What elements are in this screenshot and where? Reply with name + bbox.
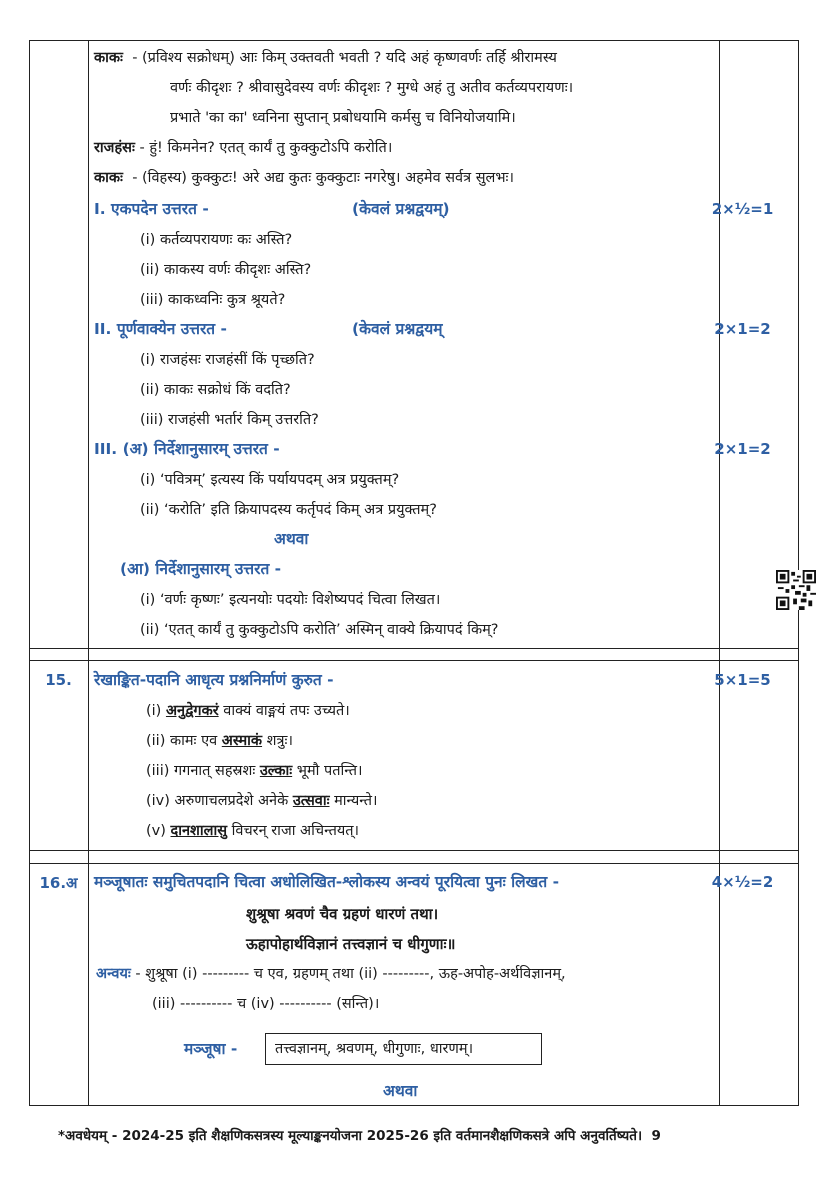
underlined-word: दानशालासु [170, 823, 228, 839]
dialogue-text: - (विहस्य) कुक्कुटः! अरे अद्य कुतः कुक्कुटाः नगरेषु। अहमेव सर्वत्र सुलभः। [132, 170, 514, 186]
anvaya-label: अन्वयः [96, 966, 131, 982]
question-item: (i) ‘पवित्रम्’ इत्यस्य किं पर्यायपदम् अत्र प्रयुक्तम्? [140, 472, 400, 488]
section-2-note: (केवलं प्रश्नद्वयम् [352, 320, 443, 338]
passage-rajahamsa [94, 138, 392, 158]
section-2-heading: II. पूर्णवाक्येन उत्तरत - [94, 320, 227, 338]
question-16-number: 16.अ [39, 874, 78, 892]
item-text: विचरन् राजा अचिन्तयत्। [227, 823, 360, 839]
or-label: अथवा [383, 1082, 418, 1100]
question-item [146, 761, 363, 781]
question-15-heading: रेखाङ्कित-पदानि आधृत्य प्रश्ननिर्माणं कुरुत - [94, 671, 334, 689]
item-text: भूमौ पतन्ति। [292, 763, 363, 779]
question-16-heading: मञ्जूषातः समुचितपदानि चित्वा अधोलिखित-श्लोकस्य अन्वयं पूरयित्वा पुनः लिखत - [94, 873, 560, 891]
question-16-marks: 4×½=2 [711, 873, 774, 891]
dialogue-text: वर्णः कीदृशः ? श्रीवासुदेवस्य वर्णः कीदृशः ? मुग्धे अहं तु अतीव कर्तव्यपरायणः। [170, 80, 574, 96]
question-item [146, 821, 359, 841]
section-3-marks: 2×1=2 [714, 440, 771, 458]
anvaya-text: - शुश्रूषा (i) --------- च एव, ग्रहणम् तथा (ii) ---------, ऊह-अपोह-अर्थविज्ञानम्, [130, 966, 566, 982]
item-text: (ii) कामः एव [146, 733, 222, 749]
dialogue-text: - हुं! किमनेन? एतत् कार्यं तु कुक्कुटोऽपि करोति। [139, 140, 393, 156]
item-text: शत्रुः। [262, 733, 293, 749]
question-item: (ii) काकः सक्रोधं किं वदति? [140, 382, 291, 398]
question-15-marks: 5×1=5 [714, 671, 771, 689]
item-text: (iii) गगनात् सहस्रशः [146, 763, 260, 779]
question-item: (i) राजहंसः राजहंसीं किं पृच्छति? [140, 352, 315, 368]
item-text: (iv) अरुणाचलप्रदेशे अनेके [146, 793, 293, 809]
manjusha-words: तत्त्वज्ञानम्, श्रवणम्, धीगुणाः, धारणम्। [275, 1041, 474, 1057]
dialogue-text: प्रभाते 'का का' ध्वनिना सुप्तान् प्रबोधयामि कर्मसु च विनियोजयामि। [170, 110, 516, 126]
question-item: (iii) काकध्वनिः कुत्र श्रूयते? [140, 292, 286, 308]
shloka-line-2: ऊहापोहार्थविज्ञानं तत्त्वज्ञानं च धीगुणाः॥ [246, 935, 456, 953]
anvaya-line-2: (iii) ---------- च (iv) ---------- (सन्ति)। [152, 996, 380, 1012]
question-item [146, 701, 350, 721]
manjusha-label: मञ्जूषा - [184, 1040, 238, 1058]
underlined-word: अस्माकं [221, 733, 263, 749]
question-item: (i) ‘वर्णः कृष्णः’ इत्यनयोः पदयोः विशेष्यपदं चित्वा लिखत। [140, 592, 441, 608]
question-15-number: 15. [45, 671, 72, 689]
column-divider-left [88, 41, 89, 1105]
item-text: (i) [146, 703, 166, 719]
dialogue-text: - (प्रविश्य सक्रोधम्) आः किम् उक्तवती भवती ? यदि अहं कृष्णवर्णः तर्हि श्रीरामस्य [132, 50, 557, 66]
row-divider [30, 863, 798, 864]
row-divider [30, 648, 798, 649]
shloka-line-1: शुश्रूषा श्रवणं चैव ग्रहणं धारणं तथा। [246, 905, 439, 923]
section-3-sub-heading: (आ) निर्देशानुसारम् उत्तरत - [120, 560, 282, 578]
question-item: (ii) ‘करोति’ इति क्रियापदस्य कर्तृपदं किम् अत्र प्रयुक्तम्? [140, 502, 437, 518]
underlined-word: उल्काः [259, 763, 293, 779]
question-item: (ii) काकस्य वर्णः कीदृशः अस्ति? [140, 262, 312, 278]
passage-kaka-1 [94, 48, 557, 68]
qr-code-icon [776, 570, 816, 610]
question-item: (iii) राजहंसी भर्तारं किम् उत्तरति? [140, 412, 319, 428]
speaker-kaka: काकः [94, 170, 123, 186]
passage-kaka-2 [94, 168, 514, 188]
or-label: अथवा [274, 530, 309, 548]
section-3-heading: III. (अ) निर्देशानुसारम् उत्तरत - [94, 440, 280, 458]
section-1-note: (केवलं प्रश्नद्वयम्) [352, 200, 450, 218]
item-text: मान्यन्ते। [329, 793, 378, 809]
page-number: 9 [651, 1128, 661, 1144]
section-2-marks: 2×1=2 [714, 320, 771, 338]
question-item [146, 731, 293, 751]
underlined-word: उत्सवाः [292, 793, 330, 809]
section-1-heading: I. एकपदेन उत्तरत - [94, 200, 209, 218]
question-item: (i) कर्तव्यपरायणः कः अस्ति? [140, 232, 293, 248]
section-1-marks: 2×½=1 [711, 200, 774, 218]
question-item [146, 791, 377, 811]
question-item: (ii) ‘एतत् कार्यं तु कुक्कुटोऽपि करोति’ अस्मिन् वाक्ये क्रियापदं किम्? [140, 622, 499, 638]
footer-note [58, 1126, 661, 1144]
item-text: वाक्यं वाङ्मयं तपः उच्यते। [218, 703, 350, 719]
anvaya-line-1 [96, 964, 566, 984]
row-divider [30, 660, 798, 661]
footer-text: *अवधेयम् - 2024-25 इति शैक्षणिकसत्रस्य मूल्याङ्कनयोजना 2025-26 इति वर्तमानशैक्षणिकसत्रे अपि अनुवर्तिष्यते। [58, 1128, 643, 1144]
underlined-word: अनुद्वेगकरं [165, 703, 219, 719]
item-text: (v) [146, 823, 171, 839]
speaker-rajahamsa: राजहंसः [94, 140, 135, 156]
speaker-kaka: काकः [94, 50, 123, 66]
row-divider [30, 850, 798, 851]
